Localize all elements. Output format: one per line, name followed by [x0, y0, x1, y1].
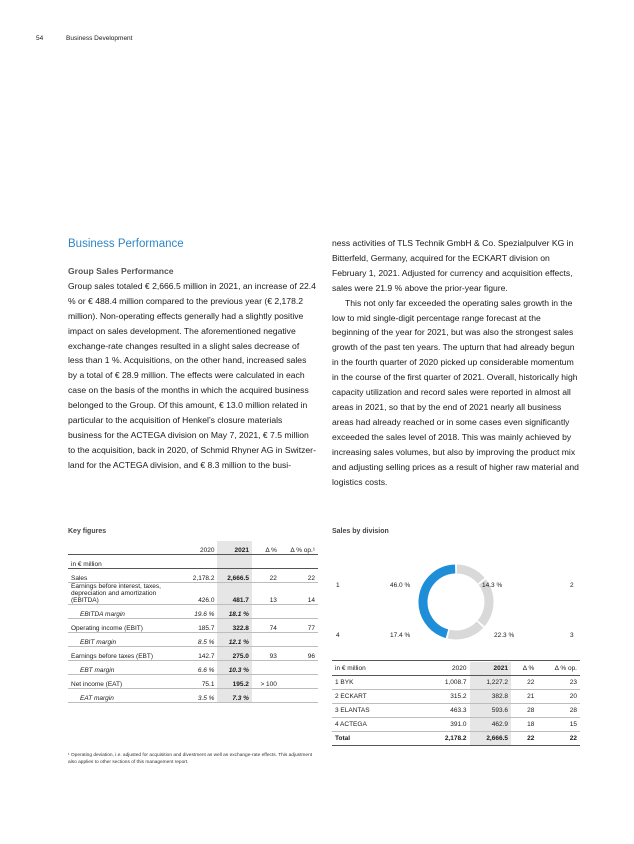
segment-number-1: 1	[336, 582, 340, 589]
value-2021: 275.0	[217, 647, 251, 661]
value-2020: 426.0	[183, 583, 217, 605]
header-cell: 2020	[183, 541, 217, 555]
section-title: Business Development	[66, 35, 133, 42]
value-2021: 195.2	[217, 675, 251, 689]
value-2020: 6.6 %	[183, 661, 217, 675]
table-row	[332, 704, 580, 718]
delta: 28	[511, 704, 537, 718]
value-2021: 462.9	[470, 718, 512, 732]
page-header	[36, 35, 132, 42]
delta: 13	[252, 583, 280, 605]
value-2020: 185.7	[183, 619, 217, 633]
total-2021: 2,666.5	[470, 732, 512, 746]
unit-row	[68, 555, 318, 569]
delta-op	[280, 661, 318, 675]
page-number: 54	[36, 35, 44, 42]
row-label: Sales	[68, 569, 183, 583]
sales-by-division-table	[332, 662, 580, 746]
header-cell: Δ % op.	[537, 662, 580, 676]
table-row	[68, 661, 318, 675]
value-2021: 18.1 %	[217, 605, 251, 619]
value-2021: 481.7	[217, 583, 251, 605]
table-row	[68, 619, 318, 633]
sales-by-division-title: Sales by division	[332, 528, 389, 535]
total-delta: 22	[511, 732, 537, 746]
header-cell: Δ %	[252, 541, 280, 555]
delta: 74	[252, 619, 280, 633]
segment-percent-4: 17.4 %	[390, 632, 411, 639]
row-label: Earnings before taxes (EBT)	[68, 647, 183, 661]
delta: 93	[252, 647, 280, 661]
total-row	[332, 732, 580, 746]
segment-number-2: 2	[570, 582, 574, 589]
value-2021: 382.8	[470, 690, 512, 704]
delta: 22	[252, 569, 280, 583]
delta-op	[280, 605, 318, 619]
value-2020: 75.1	[183, 675, 217, 689]
footnote: ¹ Operating deviation, i.e. adjusted for acquisition and divestment as well as exchange-rate effects. This adjustment also applies to other sections of this management report.	[68, 753, 313, 765]
value-2021: 12.1 %	[217, 633, 251, 647]
total-2020: 2,178.2	[428, 732, 470, 746]
segment-number-3: 3	[570, 632, 574, 639]
left-text-column	[68, 236, 316, 473]
delta-op: 77	[280, 619, 318, 633]
delta	[252, 689, 280, 703]
table-row	[68, 583, 318, 605]
segment-number-4: 4	[336, 632, 340, 639]
table-row	[68, 675, 318, 689]
donut-segment-2	[457, 569, 481, 581]
delta	[252, 605, 280, 619]
table-row	[332, 690, 580, 704]
table-row	[68, 633, 318, 647]
value-2021: 10.3 %	[217, 661, 251, 675]
header-cell: Δ % op.¹	[280, 541, 318, 555]
value-2020: 391.0	[428, 718, 470, 732]
row-label: Net income (EAT)	[68, 675, 183, 689]
right-text-column	[332, 236, 580, 489]
row-label: EBIT margin	[68, 633, 183, 647]
key-figures-title: Key figures	[68, 528, 107, 535]
division-label: 4 ACTEGA	[332, 718, 428, 732]
header-cell: Δ %	[511, 662, 537, 676]
body-paragraph: ness activities of TLS Technik GmbH & Co. Spezialpulver KG in Bitterfeld, Germany, acquired for the ECKART division on February 1, 2021. Adjusted for currency and acquisition effects, sales were 21.9 % above the prior-year figure.	[332, 238, 574, 293]
key-figures-table	[68, 541, 318, 703]
sales-by-division	[332, 544, 580, 744]
row-label: Earnings before interest, taxes, depreciation and amortization (EBITDA)	[68, 583, 183, 605]
subheading: Group Sales Performance	[68, 266, 174, 276]
body-paragraph: This not only far exceeded the operating sales growth in the low to mid single-digit percentage range forecast at the beginning of the year for 2021, but was also the strongest sales growth of the past ten years. The upturn that had already begun in the fourth quarter of 2020 picked up considerable momentum in the course of the first quarter of 2021. Overall, historically high capacity utilization and record sales were reported in almost all areas in 2021, so that by the end of 2021 nearly all business areas had already reached or in some cases even significantly exceeded the sales level of 2018. This was mainly achieved by increasing sales volumes, but also by improving the product mix and adjusting selling prices as a result of higher raw material and logistics costs.	[332, 297, 579, 487]
row-label: EBITDA margin	[68, 605, 183, 619]
row-label: EAT margin	[68, 689, 183, 703]
delta: 21	[511, 690, 537, 704]
value-2021: 593.6	[470, 704, 512, 718]
value-2020: 142.7	[183, 647, 217, 661]
header-cell: 2021	[217, 541, 251, 555]
header-cell: in € million	[332, 662, 428, 676]
delta-op: 96	[280, 647, 318, 661]
delta: > 100	[252, 675, 280, 689]
delta: 18	[511, 718, 537, 732]
table-row	[332, 718, 580, 732]
value-2020: 2,178.2	[183, 569, 217, 583]
value-2020: 3.5 %	[183, 689, 217, 703]
delta: 22	[511, 676, 537, 690]
total-delta-op: 22	[537, 732, 580, 746]
table-row	[332, 676, 580, 690]
table-header-row	[332, 662, 580, 676]
value-2021: 322.8	[217, 619, 251, 633]
value-2020: 1,008.7	[428, 676, 470, 690]
donut-segment-1	[423, 569, 455, 634]
delta-op: 20	[537, 690, 580, 704]
table-row	[68, 569, 318, 583]
donut-segment-4	[449, 625, 480, 635]
header-cell: 2020	[428, 662, 470, 676]
total-label: Total	[332, 732, 428, 746]
table-row	[68, 689, 318, 703]
value-2021: 7.3 %	[217, 689, 251, 703]
table-header-row	[68, 541, 318, 555]
delta-op	[280, 689, 318, 703]
value-2020: 315.2	[428, 690, 470, 704]
unit-label: in € million	[68, 555, 183, 569]
division-label: 1 BYK	[332, 676, 428, 690]
delta-op: 28	[537, 704, 580, 718]
row-label: EBT margin	[68, 661, 183, 675]
value-2020: 8.5 %	[183, 633, 217, 647]
value-2020: 463.3	[428, 704, 470, 718]
delta-op: 15	[537, 718, 580, 732]
delta	[252, 661, 280, 675]
delta	[252, 633, 280, 647]
delta-op: 23	[537, 676, 580, 690]
division-label: 2 ECKART	[332, 690, 428, 704]
table-row	[68, 605, 318, 619]
segment-percent-2: 14.3 %	[482, 582, 503, 589]
segment-percent-1: 46.0 %	[390, 582, 411, 589]
donut-chart-panel	[332, 544, 580, 661]
table-row	[68, 647, 318, 661]
delta-op: 14	[280, 583, 318, 605]
delta-op	[280, 633, 318, 647]
value-2020: 19.6 %	[183, 605, 217, 619]
value-2021: 1,227.2	[470, 676, 512, 690]
segment-percent-3: 22.3 %	[494, 632, 515, 639]
body-paragraph: Group sales totaled € 2,666.5 million in 2021, an increase of 22.4 % or € 488.4 million compared to the previous year (€ 2,178.2 million). Non-operating effects generally had a slightly positive impact on sales development. The aforementioned negative exchange-rate changes resulted in a slight sales decrease of less than 1 %. Acquisitions, on the other hand, increased sales by a total of € 28.9 million. The effects were calculated in each case on the basis of the months in which the acquired business belonged to the Group. Of this amount, € 13.0 million related in particular to the acquisition of Henkel’s closure materials business for the ACTEGA division on May 7, 2021, € 7.5 million to the acquisition, back in 2020, of Schmid Rhyner AG in Switzerland for the ACTEGA division, and € 8.3 million to the busi-	[68, 280, 316, 470]
section-heading: Business Performance	[68, 238, 184, 250]
row-label: Operating income (EBIT)	[68, 619, 183, 633]
delta-op: 22	[280, 569, 318, 583]
value-2021: 2,666.5	[217, 569, 251, 583]
delta-op	[280, 675, 318, 689]
division-label: 3 ELANTAS	[332, 704, 428, 718]
donut-chart	[332, 544, 580, 660]
header-cell	[68, 541, 183, 555]
header-cell: 2021	[470, 662, 512, 676]
